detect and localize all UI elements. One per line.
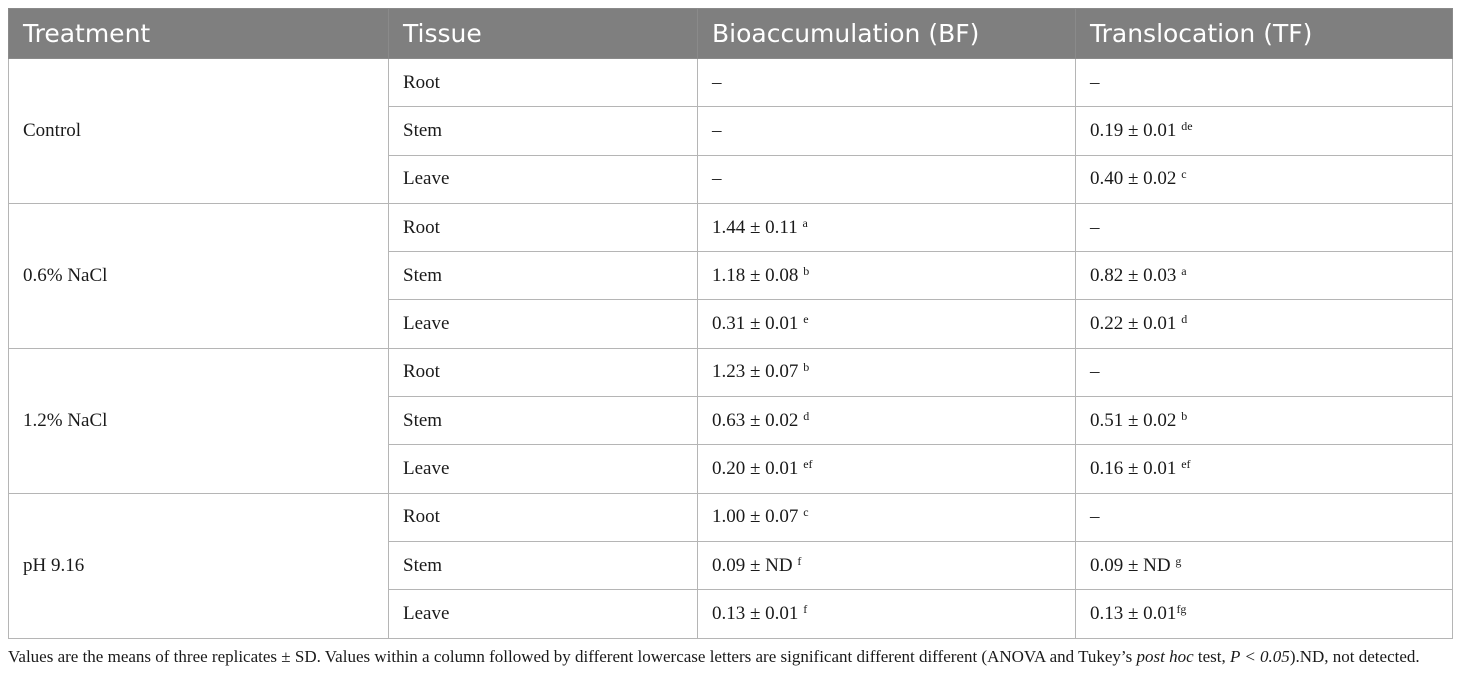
- footnote-italic-pvalue: P < 0.05: [1230, 647, 1290, 666]
- tf-cell-significance-letter: a: [1181, 263, 1187, 278]
- tf-cell-value: 0.51 ± 0.02: [1090, 409, 1182, 431]
- header-bioaccumulation: Bioaccumulation (BF): [698, 9, 1076, 59]
- bf-cell: [698, 252, 1076, 300]
- bf-cell-value: 1.23 ± 0.07: [712, 361, 804, 383]
- tf-cell-value: –: [1090, 71, 1100, 93]
- table-row: [9, 493, 1453, 541]
- tf-cell: [1076, 348, 1453, 396]
- bf-cell-significance-letter: c: [803, 505, 809, 520]
- header-translocation: Translocation (TF): [1076, 9, 1453, 59]
- tf-cell: [1076, 493, 1453, 541]
- table-row: [9, 203, 1453, 251]
- tf-cell-value: 0.22 ± 0.01: [1090, 313, 1182, 335]
- bf-cell-value: 0.20 ± 0.01: [712, 458, 804, 480]
- tf-cell: [1076, 203, 1453, 251]
- tissue-cell: Root: [389, 348, 698, 396]
- tf-cell-significance-letter: fg: [1176, 601, 1187, 616]
- tf-cell: [1076, 252, 1453, 300]
- bf-cell: [698, 493, 1076, 541]
- bf-cell-significance-letter: b: [803, 360, 810, 375]
- tf-cell-significance-letter: g: [1175, 553, 1182, 568]
- tissue-cell: Stem: [389, 541, 698, 589]
- tissue-cell: Root: [389, 493, 698, 541]
- footnote-italic-posthoc: post hoc: [1136, 647, 1194, 666]
- tf-cell: [1076, 397, 1453, 445]
- bf-cell: [698, 348, 1076, 396]
- tissue-cell: Leave: [389, 300, 698, 348]
- bf-cell-significance-letter: ef: [803, 457, 813, 472]
- bf-cell-value: 0.13 ± 0.01: [712, 602, 804, 624]
- bf-cell-significance-letter: e: [803, 312, 809, 327]
- tf-cell-value: 0.82 ± 0.03: [1090, 264, 1182, 286]
- tf-cell-significance-letter: de: [1181, 118, 1193, 133]
- table-footnote: [8, 646, 1452, 668]
- tf-cell-value: 0.40 ± 0.02: [1090, 168, 1182, 190]
- tissue-cell: Root: [389, 59, 698, 107]
- tf-cell: [1076, 59, 1453, 107]
- bf-cell-significance-letter: d: [803, 408, 810, 423]
- tf-cell-value: 0.13 ± 0.01: [1090, 602, 1177, 624]
- tf-cell: [1076, 590, 1453, 638]
- bf-cell-value: 0.31 ± 0.01: [712, 313, 804, 335]
- bf-cell: [698, 107, 1076, 155]
- bf-cell: [698, 397, 1076, 445]
- tf-cell-value: –: [1090, 506, 1100, 528]
- bf-cell: [698, 155, 1076, 203]
- tissue-cell: Stem: [389, 397, 698, 445]
- bf-cell: [698, 59, 1076, 107]
- table-body: [9, 59, 1453, 639]
- bf-cell: [698, 300, 1076, 348]
- footnote-text-1: Values are the means of three replicates ± SD. Values within a column followed by different lowercase letters are significant different different (ANOVA and Tukey’s: [8, 647, 1137, 666]
- tf-cell: [1076, 300, 1453, 348]
- table-row: [9, 348, 1453, 396]
- tf-cell-significance-letter: d: [1181, 312, 1188, 327]
- tf-cell-value: 0.09 ± ND: [1090, 554, 1176, 576]
- bf-cell-value: 0.63 ± 0.02: [712, 409, 804, 431]
- bf-cell: [698, 445, 1076, 493]
- table-row: [9, 59, 1453, 107]
- tf-cell-value: –: [1090, 361, 1100, 383]
- bf-cell: [698, 590, 1076, 638]
- bf-cell-significance-letter: a: [802, 215, 808, 230]
- results-table: [8, 8, 1453, 639]
- bf-cell-significance-letter: f: [797, 553, 802, 568]
- tissue-cell: Stem: [389, 252, 698, 300]
- bf-cell-value: –: [712, 168, 722, 190]
- tf-cell-significance-letter: b: [1181, 408, 1188, 423]
- bf-cell-significance-letter: f: [803, 601, 808, 616]
- tissue-cell: Root: [389, 203, 698, 251]
- bf-cell-value: –: [712, 119, 722, 141]
- treatment-cell: 1.2% NaCl: [9, 348, 389, 493]
- tissue-cell: Leave: [389, 155, 698, 203]
- bf-cell-value: 0.09 ± ND: [712, 554, 798, 576]
- tf-cell-value: 0.19 ± 0.01: [1090, 119, 1182, 141]
- tissue-cell: Leave: [389, 445, 698, 493]
- treatment-cell: 0.6% NaCl: [9, 203, 389, 348]
- tissue-cell: Leave: [389, 590, 698, 638]
- bf-cell-value: 1.44 ± 0.11: [712, 216, 803, 238]
- tf-cell-value: –: [1090, 216, 1100, 238]
- footnote-text-3: ).ND, not detected.: [1289, 647, 1420, 666]
- header-tissue: Tissue: [389, 9, 698, 59]
- tissue-cell: Stem: [389, 107, 698, 155]
- table-container: [8, 8, 1452, 639]
- header-row: [9, 9, 1453, 59]
- tf-cell-significance-letter: c: [1181, 167, 1187, 182]
- treatment-cell: pH 9.16: [9, 493, 389, 638]
- bf-cell-significance-letter: b: [803, 263, 810, 278]
- bf-cell-value: 1.00 ± 0.07: [712, 506, 804, 528]
- bf-cell-value: 1.18 ± 0.08: [712, 264, 804, 286]
- tf-cell: [1076, 445, 1453, 493]
- bf-cell: [698, 541, 1076, 589]
- tf-cell-significance-letter: ef: [1181, 457, 1191, 472]
- bf-cell-value: –: [712, 71, 722, 93]
- tf-cell: [1076, 107, 1453, 155]
- footnote-text-2: test,: [1193, 647, 1230, 666]
- header-treatment: Treatment: [9, 9, 389, 59]
- tf-cell: [1076, 155, 1453, 203]
- tf-cell: [1076, 541, 1453, 589]
- tf-cell-value: 0.16 ± 0.01: [1090, 458, 1182, 480]
- bf-cell: [698, 203, 1076, 251]
- treatment-cell: Control: [9, 59, 389, 204]
